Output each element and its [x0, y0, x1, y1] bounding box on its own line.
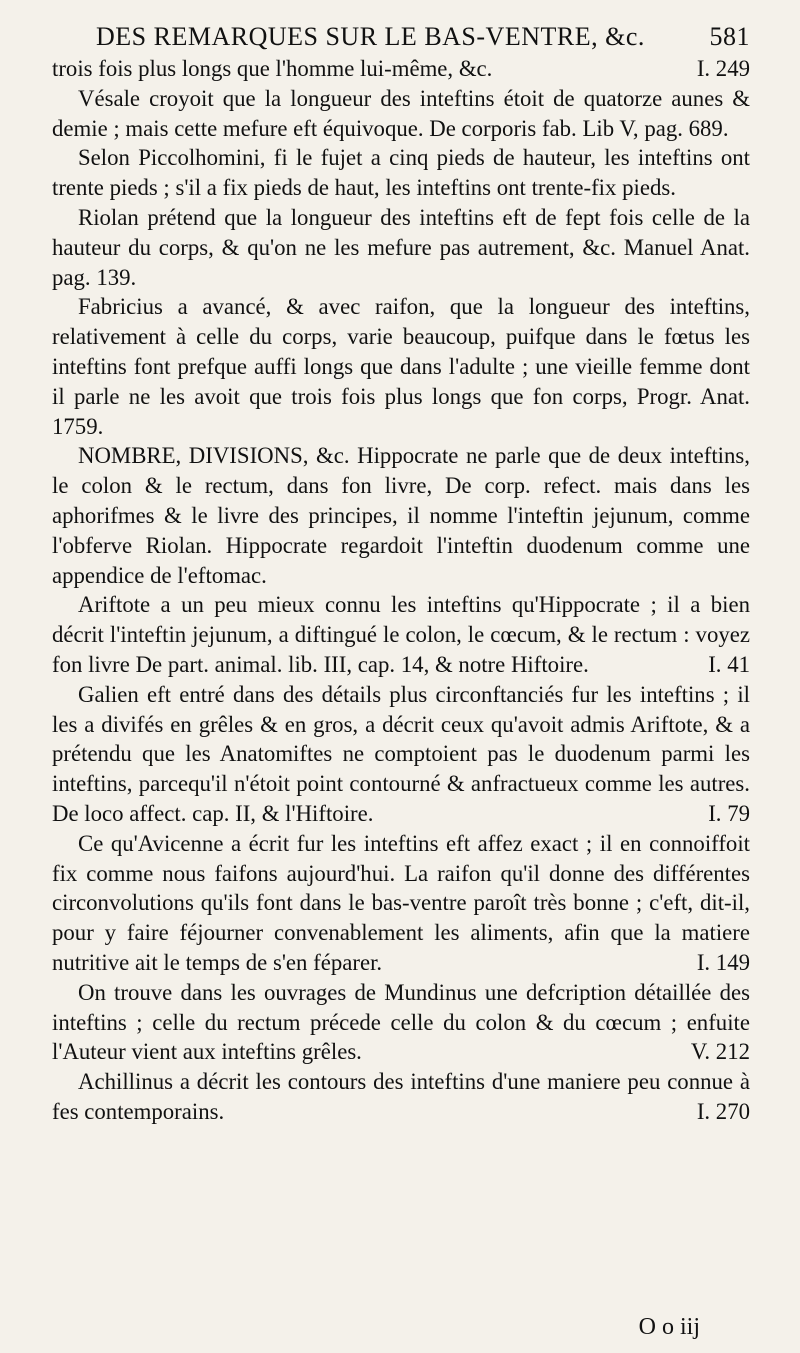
paragraph: [52, 680, 750, 829]
paragraph: [52, 1067, 750, 1127]
paragraph: [52, 143, 750, 203]
paragraph-text: NOMBRE, DIVISIONS, &c. Hippocrate ne parle que de deux inteftins, le colon & le rectum, dans fon livre, De corp. refect. mais dans les aphorifmes & le livre des principes, il nomme l'inteftin jejunum, comme l'obferve Riolan. Hippocrate regardoit l'inteftin duodenum comme une appendice de l'eftomac.: [52, 443, 750, 588]
paragraph-text: Vésale croyoit que la longueur des inteftins étoit de quatorze aunes & demie ; mais cette mefure eft équivoque. De corporis fab. Lib V, pag. 689.: [52, 85, 750, 141]
paragraph: [52, 203, 750, 292]
paragraph-text: Riolan prétend que la longueur des inteftins eft de fept fois celle de la hauteur du corps, & qu'on ne les mefure pas autrement, &c. Manuel Anat. pag. 139.: [52, 204, 750, 290]
paragraph-text: Ce qu'Avicenne a écrit fur les inteftins eft affez exact ; il en connoiffoit fix comme nous faifons aujourd'hui. La raifon qu'il donne des différentes circonvolutions qu'ils font dans le bas-ventre paroît très bonne ; c'eft, dit-il, pour y faire féjourner convenablement les aliments, afin que la matiere nutritive ait le temps de s'en féparer.: [52, 830, 750, 975]
signature-mark: O o iij: [638, 1314, 700, 1340]
paragraph-text: Fabricius a avancé, & avec raifon, que la longueur des inteftins, relativement à celle du corps, varie beaucoup, puifque dans le fœtus les inteftins font prefque auffi longs que dans l'adulte ; une vieille femme dont il parle ne les avoit que trois fois plus longs que fon corps, Progr. Anat. 1759.: [52, 294, 750, 439]
volume-reference: I. 149: [696, 949, 750, 975]
paragraph-text: Selon Piccolhomini, fi le fujet a cinq pieds de hauteur, les inteftins ont trente pieds ; s'il a fix pieds de haut, les inteftins ont trente-fix pieds.: [52, 145, 750, 201]
paragraph: [52, 978, 750, 1067]
running-head: [96, 20, 750, 54]
paragraph-text: trois fois plus longs que l'homme lui-même, &c.: [52, 56, 493, 81]
paragraph: [52, 84, 750, 144]
paragraph-text: Achillinus a décrit les contours des inteftins d'une maniere peu connue à fes contemporains.: [52, 1069, 750, 1124]
page-number: 581: [709, 22, 750, 51]
volume-reference: I. 270: [696, 1098, 750, 1124]
body-text: [52, 54, 750, 1127]
volume-reference: I. 79: [708, 800, 750, 826]
paragraph: [52, 590, 750, 679]
paragraph: [52, 441, 750, 590]
paragraph: [52, 54, 750, 84]
paragraph-text: On trouve dans les ouvrages de Mundinus une defcription détaillée des inteftins ; celle du rectum précede celle du colon & du cœcum ; enfuite l'Auteur vient aux inteftins grêles.: [52, 979, 750, 1065]
paragraph: [52, 829, 750, 978]
volume-reference: V. 212: [690, 1039, 750, 1065]
paragraph: [52, 292, 750, 441]
volume-reference: I. 41: [708, 651, 750, 677]
paragraph-text: Galien eft entré dans des détails plus circonftanciés fur les inteftins ; il les a divifés en grêles & en gros, a décrit ceux qu'avoit admis Ariftote, & a prétendu que les Anatomiftes ne comptoient pas le duodenum parmi les inteftins, parcequ'il n'étoit point contourné & anfractueux comme les autres. De loco affect. cap. II, & l'Hiftoire.: [52, 681, 750, 826]
running-head-title: DES REMARQUES SUR LE BAS-VENTRE, &c.: [96, 22, 645, 51]
volume-reference: I. 249: [696, 56, 750, 81]
paragraph-text: Ariftote a un peu mieux connu les inteftins qu'Hippocrate ; il a bien décrit l'inteftin jejunum, a diftingué le colon, le cœcum, & le rectum : voyez fon livre De part. animal. lib. III, cap. 14, & notre Hiftoire.: [52, 592, 750, 677]
